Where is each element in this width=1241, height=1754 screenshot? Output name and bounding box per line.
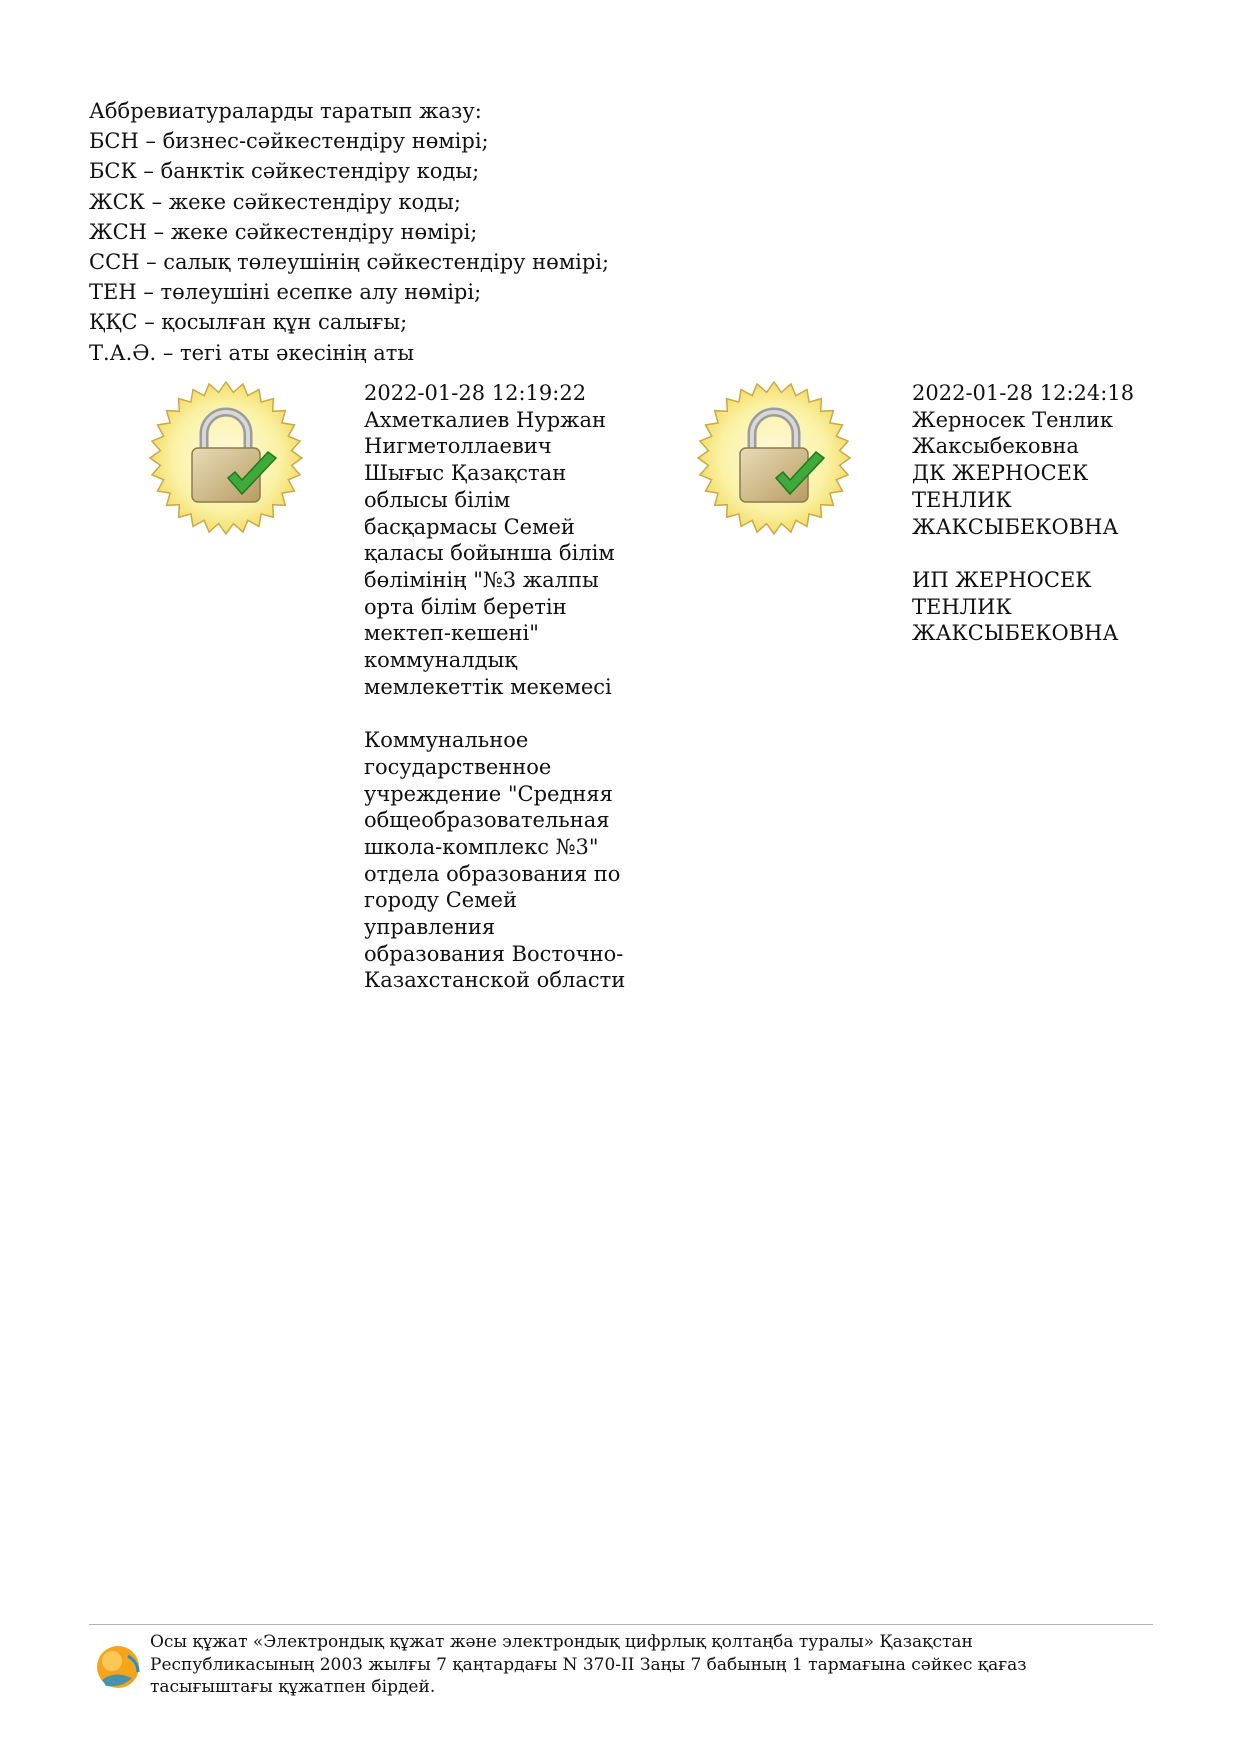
organization-ru: Казахстанской области: [364, 968, 626, 993]
blank-line: [912, 540, 1177, 567]
abbreviations-heading: Аббревиатураларды таратып жазу:: [89, 99, 482, 123]
signature-details-1: [364, 380, 629, 994]
signature-timestamp: 2022-01-28 12:24:18: [912, 381, 1135, 405]
organization-kz: коммуналдық: [364, 648, 518, 673]
footer-legal-notice: [150, 1631, 1150, 1699]
signature-details-2: [912, 380, 1177, 647]
organization-ru: управления: [364, 915, 496, 940]
organization-kz: мемлекеттік мекемесі: [364, 674, 612, 699]
organization-ru: общеобразовательная: [364, 808, 610, 833]
signature-timestamp: 2022-01-28 12:19:22: [364, 381, 587, 405]
signature-block-1: [146, 380, 629, 994]
organization-ru: учреждение "Средняя: [364, 781, 613, 806]
organization-ru: городу Семей: [364, 888, 517, 913]
organization-ru: ИП ЖЕРНОСЕК: [912, 567, 1092, 592]
footer-line: Республикасының 2003 жылғы 7 қаңтардағы N 370-II Заңы 7 бабының 1 тармағына сәйкес қағаз: [150, 1654, 1027, 1675]
footer-line: Осы құжат «Электрондық құжат және электрондық цифрлық қолтаңба туралы» Қазақстан: [150, 1632, 973, 1652]
organization-ru: ТЕНЛИК: [912, 594, 1012, 619]
abbreviation-item: ЖСК – жеке сәйкестендіру коды;: [89, 189, 461, 214]
abbreviation-item: ҚҚС – қосылған құн салығы;: [89, 310, 408, 335]
organization-ru: Коммунальное: [364, 728, 529, 753]
organization-ru: государственное: [364, 754, 552, 779]
signature-verified-icon: [694, 378, 854, 538]
abbreviation-item: ССН – салық төлеушінің сәйкестендіру нөмірі;: [89, 250, 610, 275]
organization-kz: облысы білім: [364, 487, 511, 512]
signature-block-2: [694, 380, 1177, 647]
organization-kz: орта білім беретін: [364, 594, 567, 619]
footer-line: тасығыштағы құжатпен бірдей.: [150, 1677, 436, 1697]
footer-divider: [89, 1624, 1153, 1625]
abbreviation-item: БСК – банктік сәйкестендіру коды;: [89, 159, 480, 184]
organization-kz: Шығыс Қазақстан: [364, 461, 567, 486]
signer-name: Нигметоллаевич: [364, 434, 552, 459]
abbreviation-item: ЖСН – жеке сәйкестендіру нөмірі;: [89, 219, 478, 244]
signature-verified-icon: [146, 378, 306, 538]
abbreviation-item: ТЕН – төлеушіні есепке алу нөмірі;: [89, 280, 482, 305]
organization-ru: образования Восточно-: [364, 941, 624, 966]
abbreviations-block: [89, 96, 789, 368]
organization-kz: ДК ЖЕРНОСЕК: [912, 461, 1089, 486]
organization-kz: басқармасы Семей: [364, 514, 575, 539]
signer-name: Ахметкалиев Нуржан: [364, 407, 606, 432]
organization-ru: школа-комплекс №3": [364, 834, 599, 859]
signer-name: Жерносек Тенлик: [912, 407, 1113, 432]
egov-logo-icon: [92, 1640, 144, 1692]
organization-kz: ЖАКСЫБЕКОВНА: [912, 514, 1119, 539]
organization-kz: бөлімінің "№3 жалпы: [364, 567, 599, 592]
organization-ru: ЖАКСЫБЕКОВНА: [912, 621, 1119, 646]
signer-name: Жаксыбековна: [912, 434, 1079, 459]
abbreviation-item: БСН – бизнес-сәйкестендіру нөмірі;: [89, 129, 489, 154]
organization-kz: ТЕНЛИК: [912, 487, 1012, 512]
organization-kz: қаласы бойынша білім: [364, 541, 615, 566]
organization-kz: мектеп-кешені": [364, 621, 539, 646]
abbreviation-item: Т.А.Ә. – тегі аты әкесінің аты: [89, 340, 415, 365]
organization-ru: отдела образования по: [364, 861, 621, 886]
blank-line: [364, 700, 629, 727]
